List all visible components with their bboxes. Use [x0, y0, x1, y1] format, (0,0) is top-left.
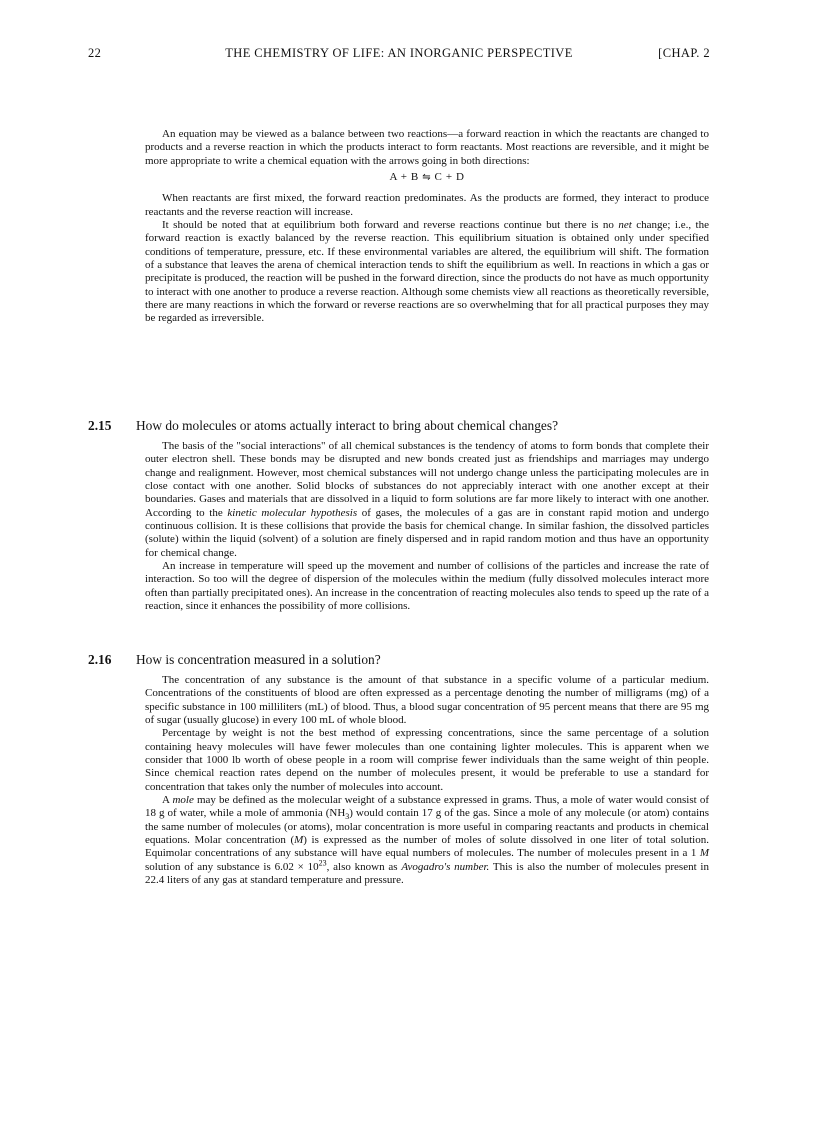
subscript: 3 — [345, 812, 350, 822]
text-run: ) would contain 17 g of the gas. Since a mole of any molecule (or atom) contains the same number of molecules (or atoms), molar concentration is more useful in comparing reactants and products in chemical equations. Molar concentration ( — [145, 807, 709, 847]
answer-paragraph-2: An increase in temperature will speed up the movement and number of collisions of the particles and increase the rate of interaction. So too will the degree of dispersion of the molecules within the medium (fully dissolved molecules interact more often than partially precipitated ones). An increase in the concentration of reacting molecules also tends to speed up the rate of a reaction, since it enhances the possibility of more collisions. — [145, 560, 709, 613]
text-run: ) is expressed as the number of moles of solute dissolved in one liter of total solution. Equimolar concentrations of any substance will have equal numbers of molecules. The number of molecules present in a 1 — [145, 834, 709, 860]
text-run: It should be noted that at equilibrium both forward and reverse reactions continue but there is no — [162, 219, 619, 232]
equation-right: C + D — [434, 171, 465, 184]
running-header — [88, 46, 710, 64]
superscript: 23 — [318, 858, 327, 868]
running-title: THE CHEMISTRY OF LIFE: AN INORGANIC PERSPECTIVE — [225, 46, 573, 60]
emphasis-net: net — [618, 219, 632, 232]
question-text: How is concentration measured in a solution? — [136, 652, 381, 667]
intro-paragraph-2: When reactants are first mixed, the forward reaction predominates. As the products are formed, they interact to produce reactants and the reverse reaction will increase. — [145, 192, 709, 218]
equilibrium-equation — [145, 171, 709, 184]
answer-2-15 — [145, 440, 709, 613]
text-run: , also known as — [326, 860, 402, 873]
emphasis-molar-symbol: M — [294, 834, 304, 847]
question-text: How do molecules or atoms actually interact to bring about chemical changes? — [136, 418, 559, 433]
text-run: This is also the number of molecules present in 22.4 liters of any gas at standard temperature and pressure. — [145, 860, 709, 887]
answer-paragraph-1: The concentration of any substance is the amount of that substance in a specific volume of a particular medium. Concentrations of the constituents of blood are often expressed as a percentage denoting the number of milligrams (mg) of a specific substance in 100 milliliters (mL) of blood. Thus, a blood sugar concentration of 95 percent means that there are 95 mg of sugar (usually glucose) in every 100 mL of whole blood. — [145, 674, 709, 727]
text-run: A — [162, 794, 173, 807]
text-run: may be defined as the molecular weight of a substance expressed in grams. Thus, a mole of water would consist of 18 g of water, while a mole of ammonia (NH — [145, 794, 709, 820]
emphasis-kinetic-hypothesis: kinetic molecular hypothesis — [227, 506, 358, 519]
emphasis-avogadro: Avogadro's number. — [401, 860, 490, 873]
intro-section — [145, 128, 709, 326]
question-number: 2.16 — [88, 652, 112, 667]
equation-left: A + B — [389, 171, 419, 184]
answer-paragraph-3 — [145, 794, 709, 887]
answer-paragraph-2: Percentage by weight is not the best method of expressing concentrations, since the same percentage of a solution containing heavy molecules will have fewer molecules than one containing lighter molecules. This is apparent when we consider that 1000 lb worth of obese people in a room will comprise fewer individuals than the same weight of thin people. Since chemical reaction rates depend on the number of molecules present, it would be preferable to use a standard for concentration that takes only the number of molecules into account. — [145, 727, 709, 793]
text-run: of gases, the molecules of a gas are in constant rapid motion and undergo continuous collision. It is these collisions that provide the basis for chemical change. In similar fashion, the dissolved particles (solute) within the liquid (solvent) of a solution are finely dispersed and in rapid random motion and thus have an opportunity for chemical change. — [145, 506, 710, 559]
text-run: change; i.e., the forward reaction is exactly balanced by the reverse reaction. This equilibrium situation is obtained only under specified conditions of temperature, pressure, etc. If these environmental variables are altered, the equilibrium will shift. The formation of a substance that leaves the arena of chemical interaction tends to shift the equilibrium as well. In reactions in which a gas or precipitate is produced, the reaction will be pushed in the forward direction, since the products do not have as much opportunity to interact with one another to produce a reverse reaction. Although some chemists view all reactions as theoretically reversible, there are many reactions in which the forward or reverse reactions are so overwhelming that for all practical purposes they may be regarded as irreversible. — [145, 219, 709, 325]
chapter-label: [CHAP. 2 — [658, 46, 710, 60]
text-run: The basis of the "social interactions" of all chemical substances is the tendency of atoms to form bonds that complete their outer electron shell. These bonds may be disrupted and new bonds created just as friendships and marriages may undergo change and realignment. However, most chemical substances will not undergo change unless the participating molecules are in close contact with one another. Solid blocks of substances do not appreciably interact with one another except at their boundaries. Gases and materials that are dissolved in a liquid to form solutions are far more likely to interact with one another. According to the — [145, 440, 709, 519]
emphasis-mole: mole — [172, 794, 194, 807]
intro-paragraph-1: An equation may be viewed as a balance between two reactions—a forward reaction in which the reactants are changed to products and a reverse reaction in which the products interact to form reactants. Most reactions are reversible, and it might be more appropriate to write a chemical equation with the arrows going in both directions: — [145, 128, 709, 167]
equilibrium-arrows: ⇋ — [422, 172, 432, 184]
question-number: 2.15 — [88, 418, 112, 433]
answer-paragraph-1 — [145, 440, 709, 560]
intro-paragraph-3 — [145, 219, 709, 326]
text-run: solution of any substance is 6.02 × 10 — [145, 860, 319, 873]
emphasis-molar-symbol: M — [699, 847, 709, 860]
page-number: 22 — [88, 46, 102, 60]
answer-2-16 — [145, 674, 709, 888]
